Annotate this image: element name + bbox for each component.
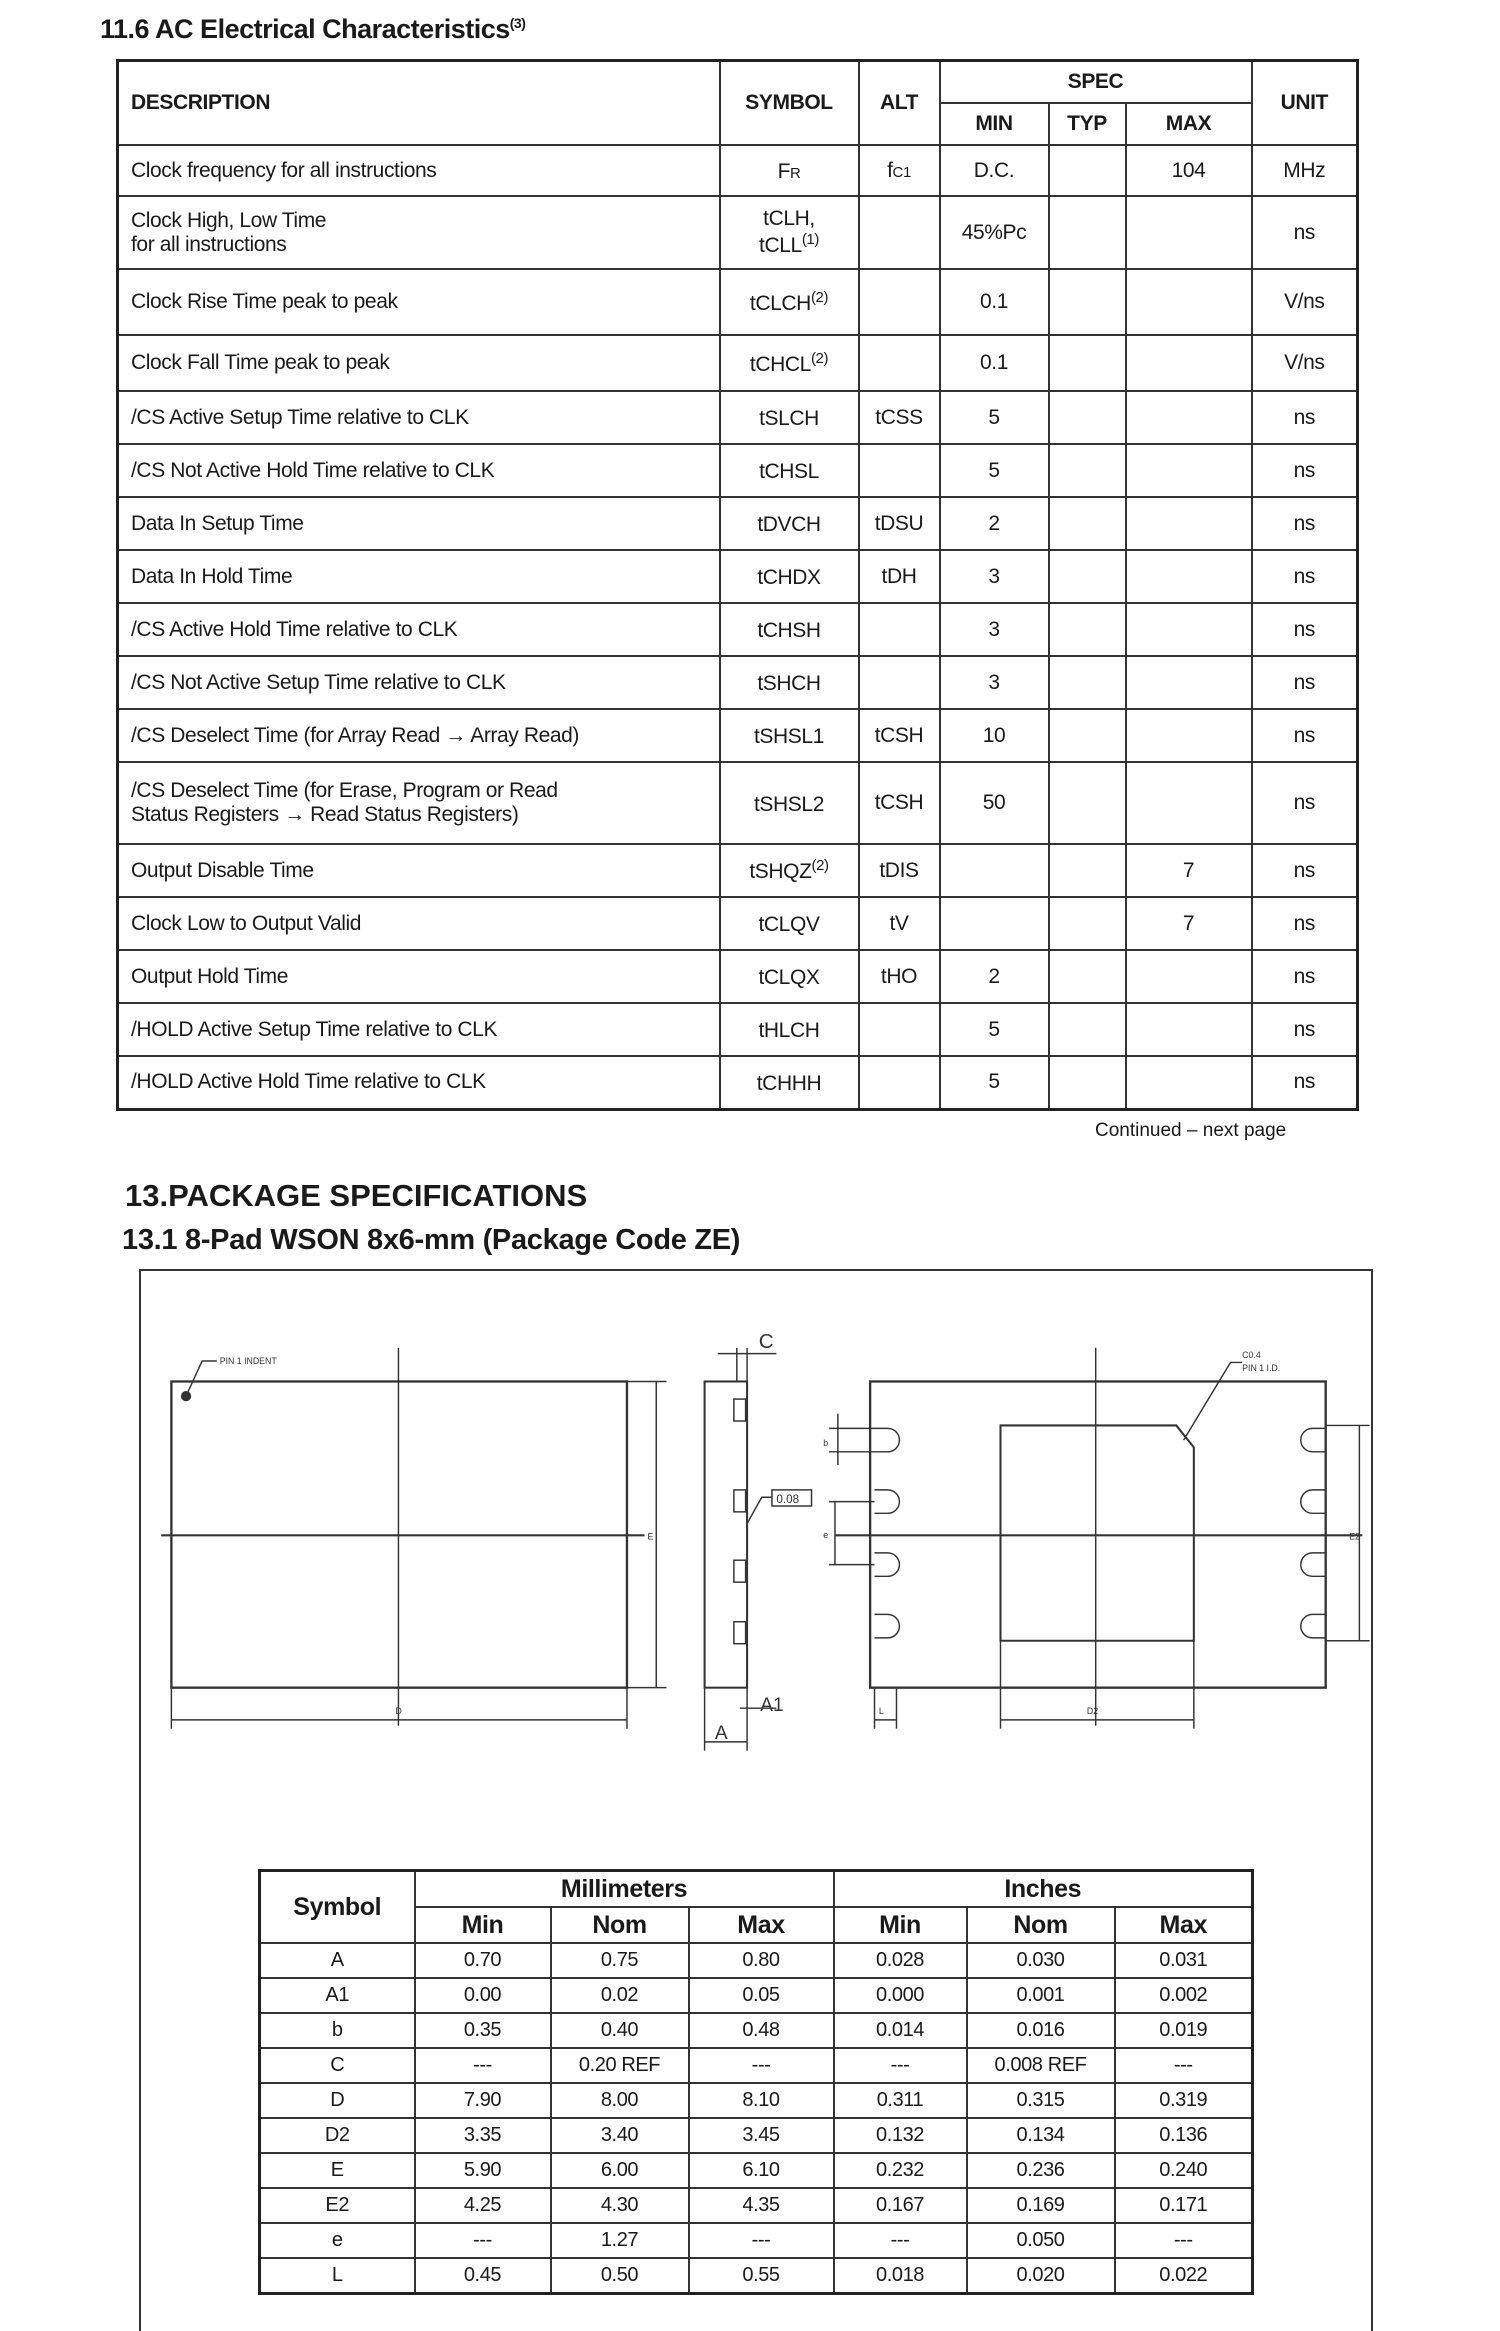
unit-cell: ns: [1252, 844, 1358, 897]
symbol-cell: b: [260, 2013, 415, 2048]
mm-min-cell: ---: [415, 2048, 551, 2083]
label-pin1-indent: PIN 1 INDENT: [219, 1355, 277, 1366]
mm-nom-cell: 0.50: [551, 2258, 689, 2293]
in-min-cell: 0.000: [834, 1978, 967, 2013]
unit-cell: ns: [1252, 656, 1358, 709]
alt-text: tCSH: [874, 791, 924, 814]
header-typ: TYP: [1049, 103, 1126, 145]
symbol-text: tCHDX: [757, 566, 821, 589]
in-nom-cell: 0.016: [967, 2013, 1115, 2048]
mm-min-cell: 5.90: [415, 2153, 551, 2188]
in-max-cell: ---: [1115, 2223, 1253, 2258]
in-min-cell: 0.132: [834, 2118, 967, 2153]
in-nom-cell: 0.236: [967, 2153, 1115, 2188]
description-cell: Clock frequency for all instructions: [118, 145, 720, 196]
in-max-cell: 0.319: [1115, 2083, 1253, 2118]
unit-cell: ns: [1252, 762, 1358, 844]
header-symbol: Symbol: [260, 1871, 415, 1944]
description-cell: /HOLD Active Hold Time relative to CLK: [118, 1056, 720, 1109]
unit-cell: ns: [1252, 550, 1358, 603]
symbol-text: tCLCH: [749, 291, 811, 315]
in-max-cell: 0.002: [1115, 1978, 1253, 2013]
mm-min-cell: 0.70: [415, 1943, 551, 1978]
mm-min-cell: 0.35: [415, 2013, 551, 2048]
table-row: [260, 1978, 1253, 2013]
header-inches: Inches: [834, 1871, 1253, 1908]
min-cell: 5: [940, 391, 1049, 444]
header-in-max: Max: [1115, 1907, 1253, 1943]
symbol-subscript: R: [790, 165, 801, 182]
header-max: MAX: [1126, 103, 1252, 145]
label-e: E: [647, 1531, 654, 1542]
symbol-text: tCHSH: [757, 619, 821, 642]
mm-nom-cell: 6.00: [551, 2153, 689, 2188]
in-max-cell: 0.240: [1115, 2153, 1253, 2188]
mm-max-cell: 0.48: [689, 2013, 834, 2048]
description-cell: Output Hold Time: [118, 950, 720, 1003]
alt-text: tDSU: [874, 511, 924, 535]
table-row: [260, 2083, 1253, 2118]
in-nom-cell: 0.134: [967, 2118, 1115, 2153]
mm-nom-cell: 8.00: [551, 2083, 689, 2118]
label-b: b: [823, 1437, 829, 1448]
in-max-cell: 0.022: [1115, 2258, 1253, 2293]
description-cell: Clock High, Low Time for all instructions: [118, 196, 720, 269]
description-cell: Clock Fall Time peak to peak: [118, 335, 720, 391]
left-leads: [875, 1428, 900, 1637]
label-e2: E2: [1349, 1531, 1360, 1542]
description-cell: Clock Rise Time peak to peak: [118, 269, 720, 335]
min-cell: 2: [940, 497, 1049, 550]
in-min-cell: 0.018: [834, 2258, 967, 2293]
header-millimeters: Millimeters: [415, 1871, 834, 1908]
mm-nom-cell: 4.30: [551, 2188, 689, 2223]
unit-cell: ns: [1252, 1003, 1358, 1056]
unit-cell: ns: [1252, 391, 1358, 444]
label-chamfer: C0.4: [1242, 1350, 1261, 1361]
in-nom-cell: 0.008 REF: [967, 2048, 1115, 2083]
symbol-text: tCLH, tCLL: [759, 207, 815, 257]
mm-min-cell: 0.45: [415, 2258, 551, 2293]
in-min-cell: 0.014: [834, 2013, 967, 2048]
symbol-cell: E: [260, 2153, 415, 2188]
description-cell: /HOLD Active Setup Time relative to CLK: [118, 1003, 720, 1056]
description-cell: /CS Deselect Time (for Erase, Program or Read Status Registers → Read Status Registers): [118, 762, 720, 844]
in-max-cell: ---: [1115, 2048, 1253, 2083]
min-cell: 3: [940, 550, 1049, 603]
unit-cell: MHz: [1252, 145, 1358, 196]
symbol-text: tCLQV: [758, 913, 820, 936]
unit-cell: ns: [1252, 196, 1358, 269]
symbol-text: tSHSL1: [754, 725, 824, 748]
continued-note: Continued – next page: [1095, 1120, 1287, 1141]
symbol-cell: C: [260, 2048, 415, 2083]
label-a1: A1: [760, 1695, 784, 1717]
header-mm-nom: Nom: [551, 1907, 689, 1943]
mm-min-cell: 0.00: [415, 1978, 551, 2013]
min-cell: 50: [940, 762, 1049, 844]
symbol-footnote: (2): [811, 857, 829, 874]
footnote-ref: (3): [509, 15, 526, 31]
mm-nom-cell: 0.20 REF: [551, 2048, 689, 2083]
symbol-text: tHLCH: [758, 1019, 820, 1042]
mm-max-cell: 6.10: [689, 2153, 834, 2188]
min-cell: 0.1: [940, 269, 1049, 335]
package-subtitle: 13.1 8-Pad WSON 8x6-mm (Package Code ZE): [122, 1224, 741, 1256]
in-max-cell: 0.136: [1115, 2118, 1253, 2153]
side-view: [705, 1330, 812, 1751]
min-cell: 2: [940, 950, 1049, 1003]
header-unit: UNIT: [1252, 61, 1358, 146]
label-pitch: e: [823, 1530, 829, 1541]
mm-nom-cell: 3.40: [551, 2118, 689, 2153]
symbol-text: tCHCL: [749, 352, 811, 376]
unit-cell: ns: [1252, 1056, 1358, 1109]
in-nom-cell: 0.020: [967, 2258, 1115, 2293]
symbol-text: tDVCH: [757, 513, 821, 536]
alt-subscript: C1: [892, 163, 911, 181]
mm-max-cell: 8.10: [689, 2083, 834, 2118]
section-title-text: 11.6 AC Electrical Characteristics: [100, 14, 510, 44]
max-cell: 104: [1126, 145, 1252, 196]
in-nom-cell: 0.050: [967, 2223, 1115, 2258]
in-min-cell: 0.028: [834, 1943, 967, 1978]
symbol-footnote: (2): [810, 349, 829, 367]
in-min-cell: 0.232: [834, 2153, 967, 2188]
description-cell: Data In Setup Time: [118, 497, 720, 550]
unit-cell: ns: [1252, 497, 1358, 550]
table-row: [260, 2118, 1253, 2153]
header-mm-max: Max: [689, 1907, 834, 1943]
description-cell: Output Disable Time: [118, 844, 720, 897]
header-mm-min: Min: [415, 1907, 551, 1943]
symbol-cell: E2: [260, 2188, 415, 2223]
mm-min-cell: 4.25: [415, 2188, 551, 2223]
unit-cell: ns: [1252, 444, 1358, 497]
right-leads: [1301, 1428, 1326, 1637]
table-row: [260, 2153, 1253, 2188]
mm-min-cell: 7.90: [415, 2083, 551, 2118]
description-cell: /CS Active Hold Time relative to CLK: [118, 603, 720, 656]
unit-cell: ns: [1252, 950, 1358, 1003]
symbol-cell: D: [260, 2083, 415, 2118]
symbol-footnote: (1): [801, 231, 819, 248]
mm-max-cell: 0.55: [689, 2258, 834, 2293]
header-in-nom: Nom: [967, 1907, 1115, 1943]
symbol-cell: L: [260, 2258, 415, 2293]
symbol-cell: D2: [260, 2118, 415, 2153]
unit-cell: ns: [1252, 603, 1358, 656]
table-row: [260, 2013, 1253, 2048]
mm-nom-cell: 0.75: [551, 1943, 689, 1978]
symbol-footnote: (2): [810, 288, 829, 306]
table-row: [260, 2188, 1253, 2223]
unit-cell: V/ns: [1252, 269, 1358, 335]
alt-text: tHO: [880, 964, 918, 988]
mm-max-cell: 3.45: [689, 2118, 834, 2153]
table-row: [260, 2223, 1253, 2258]
mm-max-cell: 0.80: [689, 1943, 834, 1978]
description-cell: Clock Low to Output Valid: [118, 897, 720, 950]
description-cell: /CS Active Setup Time relative to CLK: [118, 391, 720, 444]
alt-text: tCSS: [875, 405, 923, 429]
top-view: [161, 1348, 666, 1729]
min-cell: 3: [940, 656, 1049, 709]
in-min-cell: 0.167: [834, 2188, 967, 2223]
package-dimensions-table: [258, 1869, 1254, 2295]
in-min-cell: 0.311: [834, 2083, 967, 2118]
label-a: A: [714, 1722, 728, 1744]
symbol-text: tSHSL2: [754, 792, 824, 816]
symbol-text: tCHHH: [756, 1071, 822, 1095]
alt-text: tV: [889, 911, 909, 935]
unit-cell: ns: [1252, 897, 1358, 950]
symbol-text: tSHQZ: [749, 860, 812, 883]
alt-text: tDIS: [879, 858, 919, 882]
label-c: C: [758, 1329, 774, 1353]
alt-text: tDH: [881, 564, 917, 588]
in-max-cell: 0.171: [1115, 2188, 1253, 2223]
label-pin1-id: PIN 1 I.D.: [1242, 1363, 1281, 1374]
in-nom-cell: 0.030: [967, 1943, 1115, 1978]
bottom-view: [823, 1348, 1369, 1729]
in-min-cell: ---: [834, 2048, 967, 2083]
table-row: [260, 1943, 1253, 1978]
mm-nom-cell: 0.40: [551, 2013, 689, 2048]
min-cell: 3: [940, 603, 1049, 656]
symbol-cell: A: [260, 1943, 415, 1978]
max-cell: 7: [1126, 897, 1252, 950]
mm-nom-cell: 0.02: [551, 1978, 689, 2013]
description-cell: /CS Not Active Hold Time relative to CLK: [118, 444, 720, 497]
header-min: MIN: [940, 103, 1049, 145]
unit-cell: V/ns: [1252, 335, 1358, 391]
label-l: L: [878, 1706, 884, 1717]
mm-max-cell: 4.35: [689, 2188, 834, 2223]
header-spec: SPEC: [940, 61, 1252, 104]
unit-cell: ns: [1252, 709, 1358, 762]
description-cell: /CS Not Active Setup Time relative to CLK: [118, 656, 720, 709]
label-d2: D2: [1086, 1706, 1099, 1717]
symbol-text: tCHSL: [759, 460, 819, 483]
symbol-cell: A1: [260, 1978, 415, 2013]
min-cell: 45%Pc: [940, 196, 1049, 269]
in-max-cell: 0.019: [1115, 2013, 1253, 2048]
description-cell: Data In Hold Time: [118, 550, 720, 603]
in-nom-cell: 0.001: [967, 1978, 1115, 2013]
symbol-text: tCLQX: [758, 966, 820, 989]
mm-min-cell: ---: [415, 2223, 551, 2258]
symbol-text: F: [777, 160, 790, 183]
alt-text: f: [887, 158, 893, 182]
description-cell: /CS Deselect Time (for Array Read → Array Read): [118, 709, 720, 762]
min-cell: 5: [940, 1056, 1049, 1109]
mm-max-cell: 0.05: [689, 1978, 834, 2013]
min-cell: 5: [940, 444, 1049, 497]
mm-min-cell: 3.35: [415, 2118, 551, 2153]
min-cell: D.C.: [940, 145, 1049, 196]
max-cell: 7: [1126, 844, 1252, 897]
header-in-min: Min: [834, 1907, 967, 1943]
symbol-cell: e: [260, 2223, 415, 2258]
mm-max-cell: ---: [689, 2048, 834, 2083]
mm-max-cell: ---: [689, 2223, 834, 2258]
package-section-title: 13.PACKAGE SPECIFICATIONS: [125, 1178, 588, 1213]
symbol-text: tSHCH: [757, 672, 821, 695]
header-alt: ALT: [859, 61, 940, 146]
label-d: D: [395, 1706, 402, 1717]
mm-nom-cell: 1.27: [551, 2223, 689, 2258]
in-min-cell: ---: [834, 2223, 967, 2258]
symbol-text: tSLCH: [759, 407, 819, 430]
min-cell: 10: [940, 709, 1049, 762]
in-nom-cell: 0.169: [967, 2188, 1115, 2223]
min-cell: 0.1: [940, 335, 1049, 391]
min-cell: 5: [940, 1003, 1049, 1056]
alt-text: tCSH: [874, 723, 924, 747]
header-description: DESCRIPTION: [118, 61, 720, 146]
in-nom-cell: 0.315: [967, 2083, 1115, 2118]
header-symbol: SYMBOL: [720, 61, 859, 146]
label-tolerance: 0.08: [776, 1493, 800, 1507]
table-row: [260, 2258, 1253, 2293]
in-max-cell: 0.031: [1115, 1943, 1253, 1978]
table-row: [260, 2048, 1253, 2083]
